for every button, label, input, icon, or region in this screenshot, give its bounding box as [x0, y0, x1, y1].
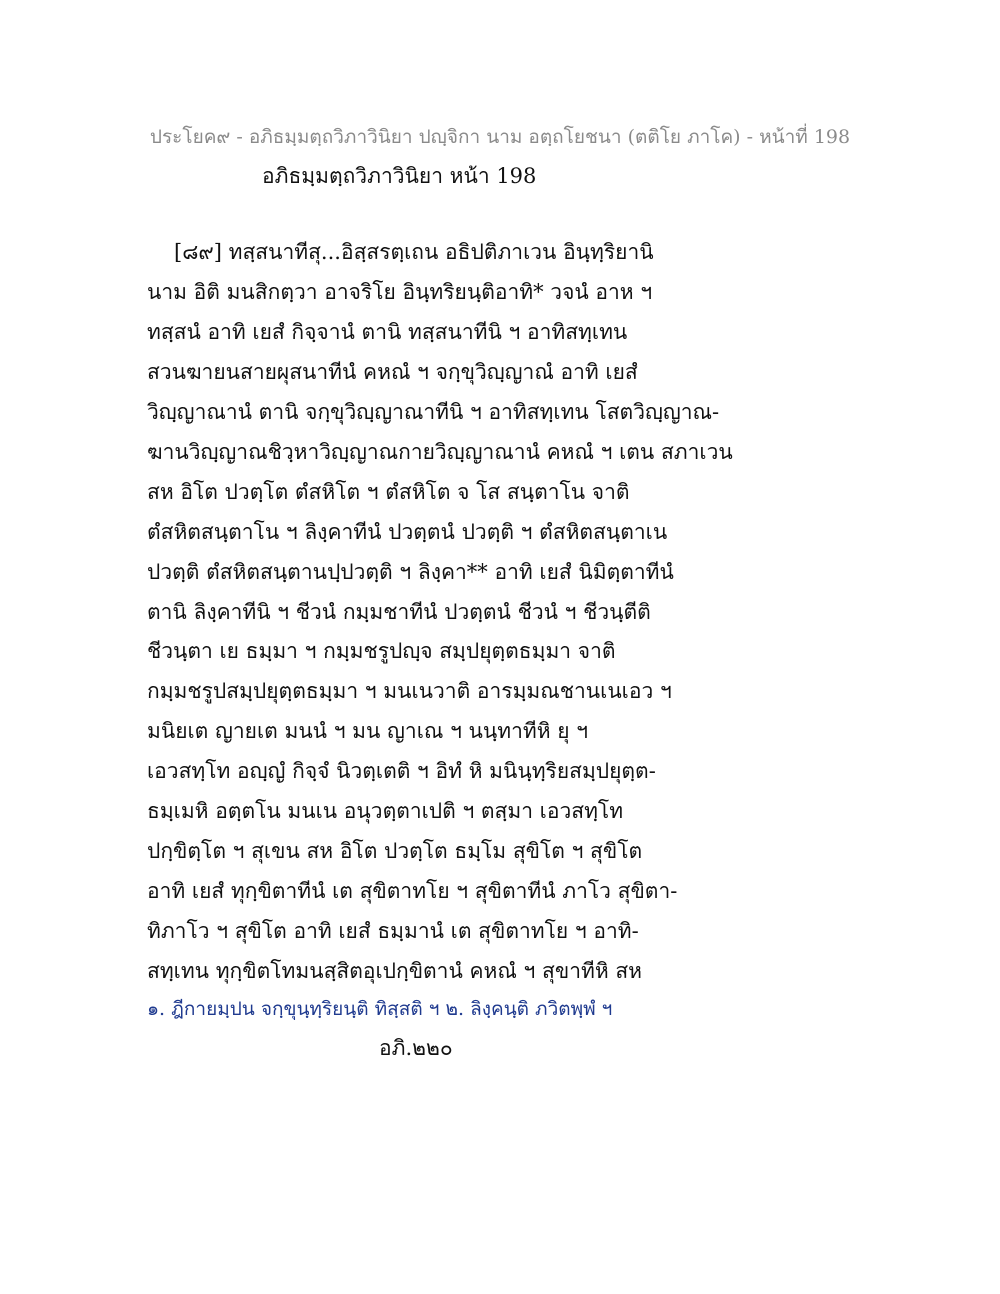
body-line: เอวสทฺโท อญฺญํ กิจฺจํ นิวตฺเตติ ฯ อิทํ หิ มนินฺทฺริยสมฺปยุตฺต-	[147, 759, 656, 784]
body-line: ตํสหิตสนฺตาโน ฯ ลิงฺคาทีนํ ปวตฺตนํ ปวตฺติ ฯ ตํสหิตสนฺตาเน	[147, 519, 668, 544]
body-line: กมฺมชรูปสมฺปยุตฺตธมฺมา ฯ มนเนวาติ อารมฺมณชานเนเอว ฯ	[147, 679, 672, 704]
body-line: ปกฺขิตฺโต ฯ สุเขน สห อิโต ปวตฺโต ธมฺโม สุขิโต ฯ สุขิโต	[147, 839, 643, 864]
body-line: ธมฺเมหิ อตฺตโน มนเน อนุวตฺตาเปติ ฯ ตสฺมา เอวสทฺโท	[147, 799, 624, 824]
body-line: ตานิ ลิงฺคาทีนิ ฯ ชีวนํ กมฺมชาทีนํ ปวตฺตนํ ชีวนํ ฯ ชีวนฺตีติ	[147, 599, 651, 624]
body-line: ฆานวิญฺญาณชิวฺหาวิญฺญาณกายวิญฺญาณานํ คหณํ ฯ เตน สภาเวน	[147, 439, 733, 464]
page-title: อภิธมฺมตฺถวิภาวินิยา หน้า 198	[262, 164, 537, 188]
body-line: ทสฺสนํ อาทิ เยสํ กิจฺจานํ ตานิ ทสฺสนาทีนิ ฯ อาทิสทฺเทน	[147, 319, 628, 344]
body-line: อาทิ เยสํ ทุกฺขิตาทีนํ เต สุขิตาทโย ฯ สุขิตาทีนํ ภาโว สุขิตา-	[147, 879, 678, 904]
body-line: นาม อิติ มนสิกตฺวา อาจริโย อินฺทริยนฺติอาทิ* วจนํ อาห ฯ	[147, 279, 653, 304]
body-line: วิญฺญาณานํ ตานิ จกฺขุวิญฺญาณาทีนิ ฯ อาทิสทฺเทน โสตวิญฺญาณ-	[147, 399, 720, 424]
body-line: ชีวนฺตา เย ธมฺมา ฯ กมฺมชรูปญฺจ สมฺปยุตฺตธมฺมา จาติ	[147, 639, 616, 664]
body-line: ปวตฺติ ตํสหิตสนฺตานปฺปวตฺติ ฯ ลิงฺคา** อาทิ เยสํ นิมิตฺตาทีนํ	[147, 559, 674, 584]
body-line: [๘๙] ทสฺสนาทีสุ...อิสฺสรตฺเถน อธิปติภาเวน อินฺทฺริยานิ	[174, 240, 654, 264]
body-line: สทฺเทน ทุกฺขิตโทมนสฺสิตอุเปกฺขิตานํ คหณํ ฯ สุขาทีหิ สห	[147, 959, 643, 983]
body-line: สวนฆายนสายผุสนาทีนํ คหณํ ฯ จกฺขุวิญฺญาณํ อาทิ เยสํ	[147, 359, 638, 384]
body-line: สห อิโต ปวตฺโต ตํสหิโต ฯ ตํสหิโต จ โส สนฺตาโน จาติ	[147, 479, 630, 504]
page-reference: อภิ.๒๒๐	[379, 1036, 453, 1060]
running-header: ประโยค๙ - อภิธมฺมตฺถวิภาวินิยา ปญฺจิกา นาม อตฺถโยชนา (ตติโย ภาโค) - หน้าที่ 198	[149, 126, 851, 148]
body-line: ทิภาโว ฯ สุขิโต อาทิ เยสํ ธมฺมานํ เต สุขิตาทโย ฯ อาทิ-	[147, 919, 639, 944]
footnote: ๑. ฎีกายมฺปน จกฺขุนฺทฺริยนฺติ ทิสฺสติ ฯ ๒. ลิงฺคนฺติ ภวิตพฺพํ ฯ	[147, 998, 613, 1020]
body-line: มนิยเต ญายเต มนนํ ฯ มน ญาเณ ฯ นนฺทาทีหิ ยุ ฯ	[147, 719, 589, 744]
